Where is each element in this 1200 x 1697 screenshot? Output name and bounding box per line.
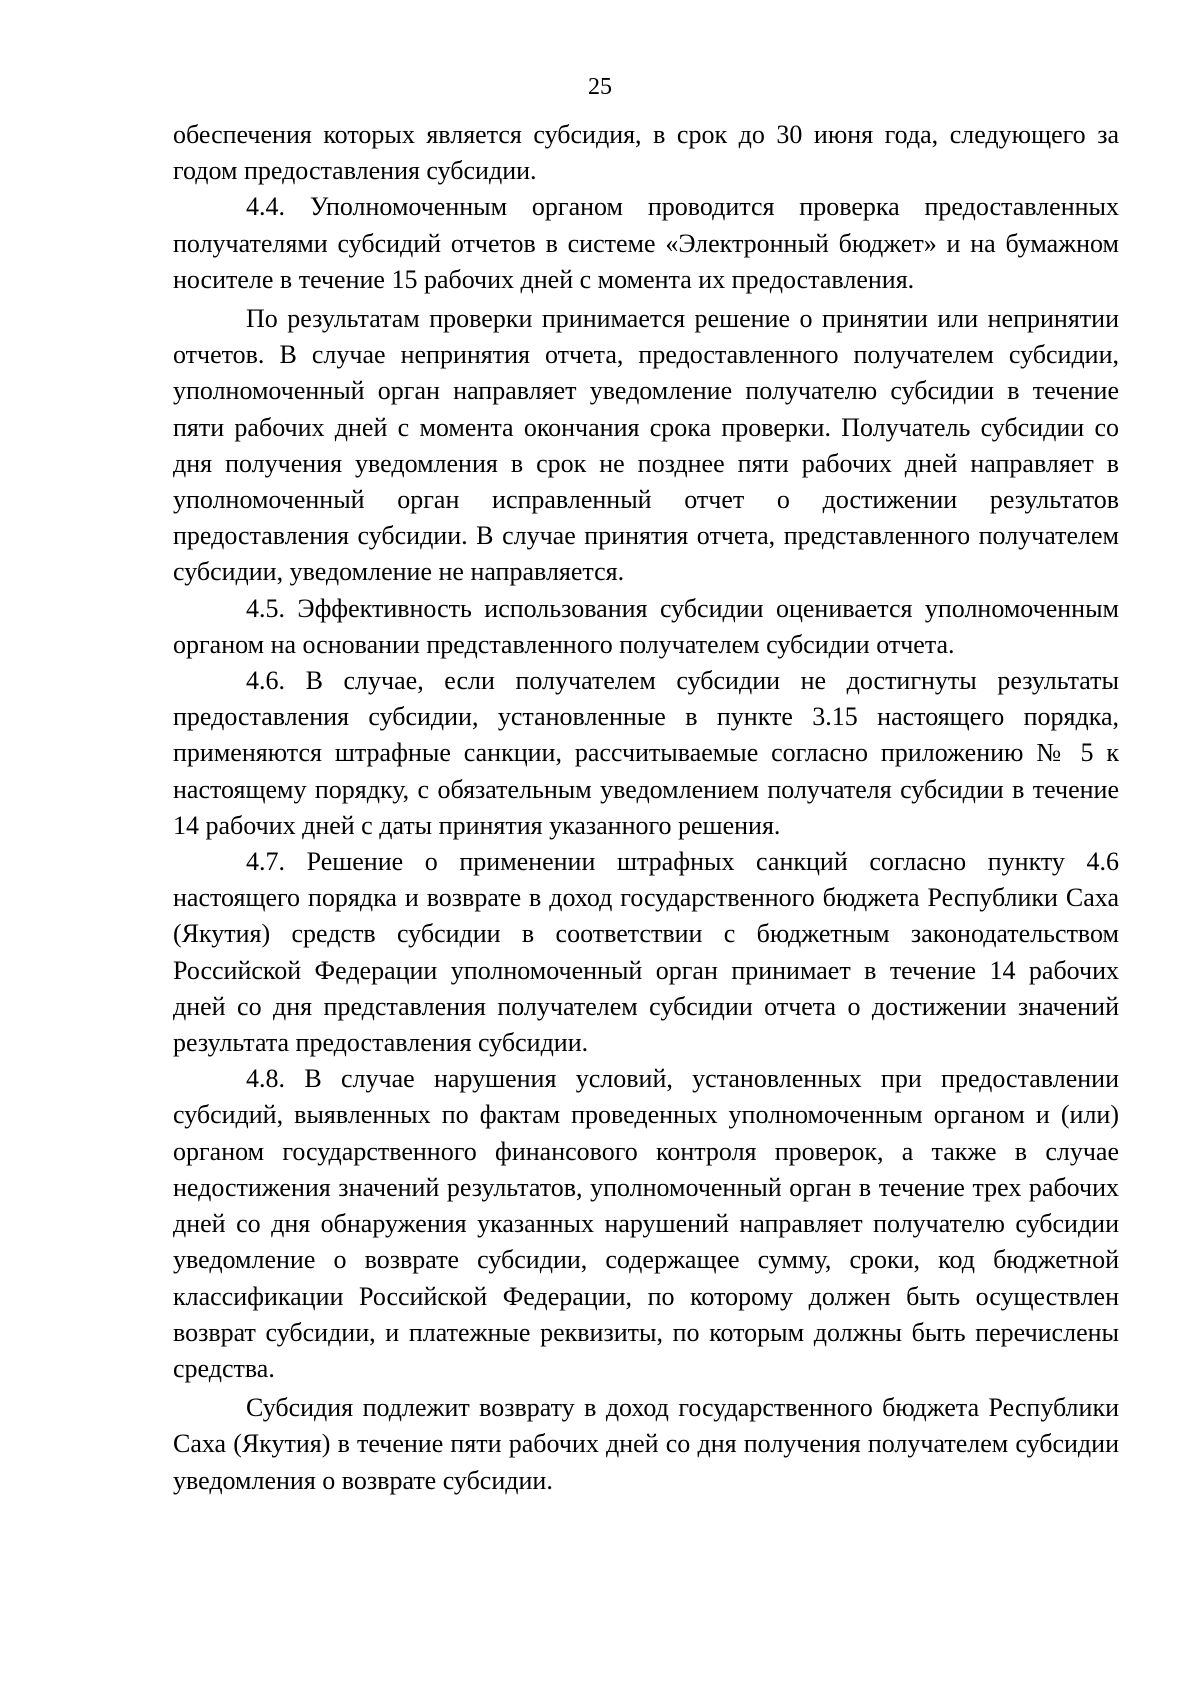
- paragraph-4-6: 4.6. В случае, если получателем субсидии не достигнуты результаты предоставления субсидии, установленные в пункте 3.15 настоящего порядка, применяются штрафные санкции, рассчитываемые согласно приложению № 5 к настоящему порядку, с обязательным уведомлением получателя субсидии в течение 14 рабочих дней с даты принятия указанного решения.: [173, 666, 1119, 840]
- paragraph-4-5: 4.5. Эффективность использования субсидии оценивается уполномоченным органом на основании представленного получателем субсидии отчета.: [173, 593, 1119, 659]
- paragraph-4-8: 4.8. В случае нарушения условий, установленных при предоставлении субсидий, выявленных по фактам проведенных уполномоченным органом и (или) органом государственного финансового контроля проверок, а также в случае недостижения значений результатов, уполномоченный орган в течение трех рабочих дней со дня обнаружения указанных нарушений направляет получателю субсидии уведомление о возврате субсидии, содержащее сумму, сроки, код бюджетной классификации Российской Федерации, по которому должен быть осуществлен возврат субсидии, и платежные реквизиты, по которым должны быть перечислены средства.: [173, 1064, 1119, 1383]
- paragraph-continuation: обеспечения которых является субсидия, в срок до 30 июня года, следующего за годом предоставления субсидии.: [173, 120, 1119, 186]
- paragraph-review-results: По результатам проверки принимается решение о принятии или непринятии отчетов. В случае непринятия отчета, предоставленного получателем субсидии, уполномоченный орган направляет уведомление получателю субсидии в течение пяти рабочих дней с момента окончания срока проверки. Получатель субсидии со дня получения уведомления в срок не позднее пяти рабочих дней направляет в уполномоченный орган исправленный отчет о достижении результатов предоставления субсидии. В случае принятия отчета, представленного получателем субсидии, уведомление не направляется.: [173, 304, 1119, 587]
- document-body: [173, 117, 1119, 1499]
- paragraph-4-4: 4.4. Уполномоченным органом проводится проверка предоставленных получателями субсидий отчетов в системе «Электронный бюджет» и на бумажном носителе в течение 15 рабочих дней с момента их предоставления.: [173, 192, 1119, 294]
- paragraph-4-7: 4.7. Решение о применении штрафных санкций согласно пункту 4.6 настоящего порядка и возврате в доход государственного бюджета Республики Саха (Якутия) средств субсидии в соответствии с бюджетным законодательством Российской Федерации уполномоченный орган принимает в течение 14 рабочих дней со дня представления получателем субсидии отчета о достижении значений результата предоставления субсидии.: [173, 847, 1119, 1058]
- paragraph-subsidy-return: Субсидия подлежит возврату в доход государственного бюджета Республики Саха (Якутия) в течение пяти рабочих дней со дня получения получателем субсидии уведомления о возврате субсидии.: [173, 1393, 1119, 1495]
- page-number: 25: [588, 74, 612, 100]
